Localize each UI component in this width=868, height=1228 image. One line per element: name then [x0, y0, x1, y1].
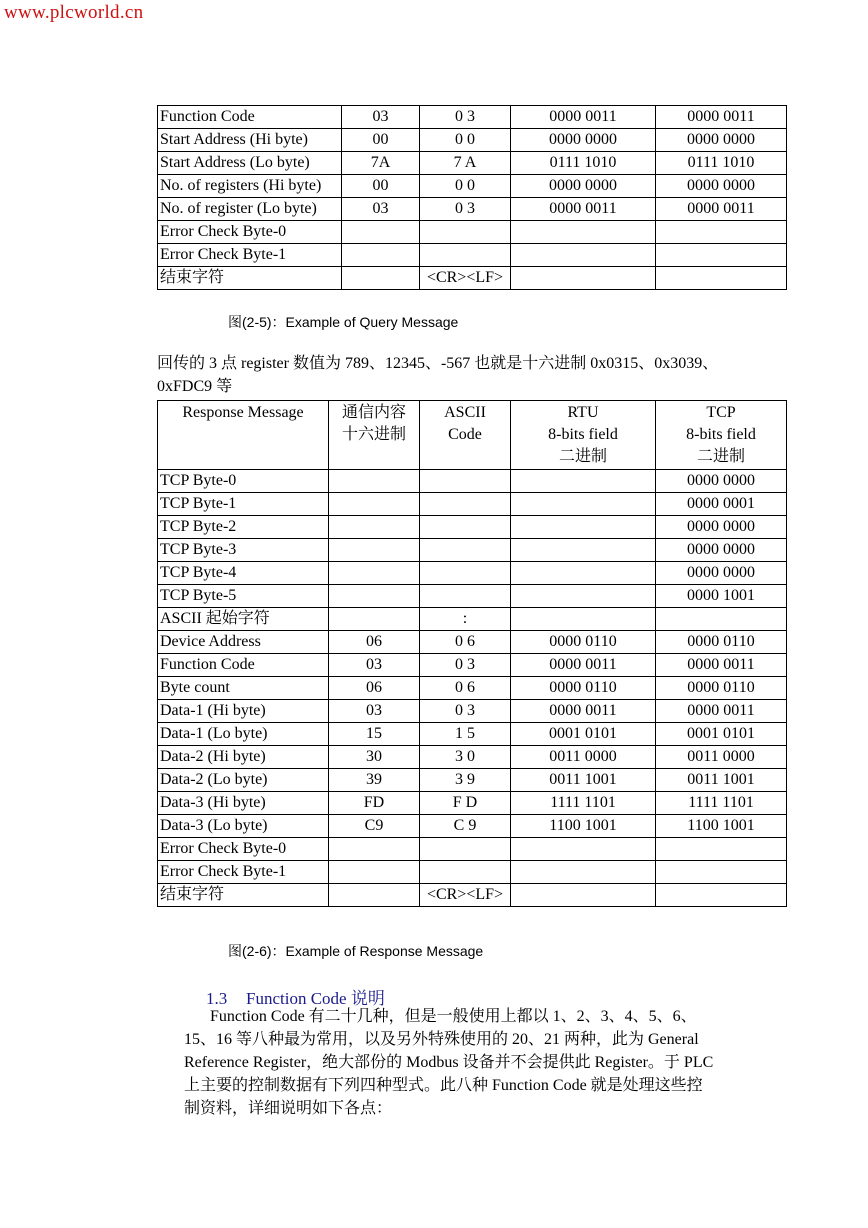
table-cell: 03	[342, 106, 420, 129]
table-row	[158, 562, 787, 585]
table-cell: 1100 1001	[511, 815, 656, 838]
row-label-cell: No. of register (Lo byte)	[158, 198, 342, 221]
row-label-cell: Function Code	[158, 654, 329, 677]
table-cell	[511, 470, 656, 493]
table-cell: 39	[329, 769, 420, 792]
row-label-cell: Data-3 (Lo byte)	[158, 815, 329, 838]
table-cell	[329, 585, 420, 608]
table-row	[158, 198, 787, 221]
table-cell	[329, 516, 420, 539]
table-cell: 0000 0011	[656, 198, 787, 221]
table-cell: 0 3	[420, 700, 511, 723]
table-cell	[329, 861, 420, 884]
table-cell	[511, 267, 656, 290]
table-cell	[656, 244, 787, 267]
table-cell: 0 0	[420, 129, 511, 152]
table-cell: 7 A	[420, 152, 511, 175]
table-cell	[420, 585, 511, 608]
table-cell: 0000 0001	[656, 493, 787, 516]
table-cell	[329, 562, 420, 585]
section-line-2: 15、16 等八种最为常用，以及另外特殊使用的 20、21 两种，此为 General	[184, 1031, 699, 1048]
header-hex-content: 通信内容 十六进制	[329, 401, 420, 470]
table-cell	[511, 539, 656, 562]
section-title: Function Code 说明	[246, 989, 385, 1008]
table-cell	[656, 861, 787, 884]
table-cell: 3 0	[420, 746, 511, 769]
table-row	[158, 175, 787, 198]
table-cell: 0000 0011	[511, 198, 656, 221]
row-label-cell: Data-2 (Hi byte)	[158, 746, 329, 769]
table-cell	[420, 470, 511, 493]
table-cell: 03	[329, 700, 420, 723]
table-cell: 0001 0101	[511, 723, 656, 746]
table-row	[158, 129, 787, 152]
table-cell: 0000 0000	[656, 129, 787, 152]
row-label-cell: Data-3 (Hi byte)	[158, 792, 329, 815]
header-response-message: Response Message	[158, 401, 329, 470]
row-label-cell: TCP Byte-5	[158, 585, 329, 608]
header-ascii-code: ASCII Code	[420, 401, 511, 470]
table-cell	[511, 861, 656, 884]
table-row	[158, 539, 787, 562]
table-cell: 00	[342, 129, 420, 152]
table-row	[158, 700, 787, 723]
table-cell: 0 6	[420, 677, 511, 700]
table-cell: 7A	[342, 152, 420, 175]
table-cell	[511, 838, 656, 861]
table-cell	[342, 221, 420, 244]
table-row	[158, 723, 787, 746]
table-cell	[342, 244, 420, 267]
table-cell: 0001 0101	[656, 723, 787, 746]
table-row	[158, 861, 787, 884]
table-cell	[329, 470, 420, 493]
table-cell: 00	[342, 175, 420, 198]
response-message-table	[157, 400, 787, 907]
table-header-row	[158, 401, 787, 470]
table-cell: 0 3	[420, 198, 511, 221]
table-cell: 0000 0110	[511, 677, 656, 700]
table-cell: 0000 0110	[656, 631, 787, 654]
table-cell	[329, 884, 420, 907]
table-cell: 0000 0000	[656, 539, 787, 562]
row-label-cell: Data-1 (Hi byte)	[158, 700, 329, 723]
row-label-cell: Start Address (Lo byte)	[158, 152, 342, 175]
table-cell: 0 6	[420, 631, 511, 654]
row-label-cell: TCP Byte-0	[158, 470, 329, 493]
table-cell: 0011 1001	[656, 769, 787, 792]
row-label-cell: Function Code	[158, 106, 342, 129]
table-cell	[329, 539, 420, 562]
table-cell	[420, 838, 511, 861]
table-cell: 0 0	[420, 175, 511, 198]
table-row	[158, 746, 787, 769]
query-message-table-body	[158, 106, 787, 290]
row-label-cell: Device Address	[158, 631, 329, 654]
table-cell: 0000 0110	[656, 677, 787, 700]
table-cell: 0000 0000	[511, 175, 656, 198]
table-cell: 0000 0110	[511, 631, 656, 654]
row-label-cell: Data-1 (Lo byte)	[158, 723, 329, 746]
table-cell: 0000 0000	[656, 175, 787, 198]
table-cell	[420, 493, 511, 516]
row-label-cell: Data-2 (Lo byte)	[158, 769, 329, 792]
query-caption: 图(2-5)：Example of Query Message	[228, 314, 459, 330]
table-cell	[420, 539, 511, 562]
row-label-cell: 结束字符	[158, 267, 342, 290]
table-row	[158, 792, 787, 815]
table-row	[158, 493, 787, 516]
table-cell	[420, 221, 511, 244]
intro-line-1: 回传的 3 点 register 数值为 789、12345、-567 也就是十六进制 0x0315、0x3039、	[157, 355, 719, 372]
table-cell	[656, 608, 787, 631]
table-cell: 0111 1010	[511, 152, 656, 175]
table-cell: 0000 0000	[511, 129, 656, 152]
section-line-3: Reference Register，绝大部份的 Modbus 设备并不会提供此 Register。于 PLC	[184, 1054, 714, 1071]
table-cell	[329, 493, 420, 516]
table-cell: 03	[329, 654, 420, 677]
table-row	[158, 106, 787, 129]
table-cell: <CR><LF>	[420, 884, 511, 907]
row-label-cell: TCP Byte-1	[158, 493, 329, 516]
row-label-cell: ASCII 起始字符	[158, 608, 329, 631]
table-cell: 15	[329, 723, 420, 746]
table-cell: F D	[420, 792, 511, 815]
table-cell: 0111 1010	[656, 152, 787, 175]
intro-line-2: 0xFDC9 等	[157, 378, 233, 395]
table-cell: 0000 0011	[656, 654, 787, 677]
table-row	[158, 516, 787, 539]
section-paragraph	[184, 1005, 713, 1120]
table-cell: 1100 1001	[656, 815, 787, 838]
table-cell: 1111 1101	[656, 792, 787, 815]
row-label-cell: Error Check Byte-0	[158, 221, 342, 244]
table-cell	[511, 493, 656, 516]
table-row	[158, 631, 787, 654]
table-cell: 1 5	[420, 723, 511, 746]
table-row	[158, 608, 787, 631]
table-row	[158, 884, 787, 907]
table-cell	[656, 838, 787, 861]
table-cell	[420, 861, 511, 884]
table-cell: 06	[329, 677, 420, 700]
table-cell: 0011 1001	[511, 769, 656, 792]
table-row	[158, 221, 787, 244]
table-cell	[511, 562, 656, 585]
table-cell: 0000 0000	[656, 470, 787, 493]
row-label-cell: Error Check Byte-0	[158, 838, 329, 861]
row-label-cell: TCP Byte-2	[158, 516, 329, 539]
table-cell	[511, 516, 656, 539]
header-rtu: RTU 8-bits field 二进制	[511, 401, 656, 470]
table-cell	[656, 267, 787, 290]
table-cell	[656, 884, 787, 907]
table-cell: 0000 0000	[656, 516, 787, 539]
table-cell: 30	[329, 746, 420, 769]
table-cell: 1111 1101	[511, 792, 656, 815]
table-row	[158, 677, 787, 700]
table-row	[158, 585, 787, 608]
table-cell: 0000 1001	[656, 585, 787, 608]
table-cell: 3 9	[420, 769, 511, 792]
table-cell: 0000 0011	[656, 700, 787, 723]
table-cell	[511, 585, 656, 608]
table-cell	[511, 884, 656, 907]
row-label-cell: TCP Byte-3	[158, 539, 329, 562]
table-row	[158, 267, 787, 290]
table-row	[158, 815, 787, 838]
table-cell: 0000 0000	[656, 562, 787, 585]
table-cell	[420, 244, 511, 267]
section-line-5: 制资料，详细说明如下各点：	[184, 1100, 393, 1117]
table-cell	[511, 221, 656, 244]
row-label-cell: Error Check Byte-1	[158, 861, 329, 884]
response-message-table-body	[158, 401, 787, 907]
table-cell	[420, 516, 511, 539]
query-message-table	[157, 105, 787, 290]
table-cell: 0000 0011	[511, 654, 656, 677]
table-cell: :	[420, 608, 511, 631]
table-cell: 0000 0011	[511, 700, 656, 723]
table-row	[158, 470, 787, 493]
table-row	[158, 654, 787, 677]
table-cell: 03	[342, 198, 420, 221]
table-row	[158, 152, 787, 175]
table-cell: 0 3	[420, 654, 511, 677]
row-label-cell: No. of registers (Hi byte)	[158, 175, 342, 198]
table-cell: 0011 0000	[656, 746, 787, 769]
response-caption: 图(2-6)：Example of Response Message	[228, 943, 484, 959]
row-label-cell: 结束字符	[158, 884, 329, 907]
section-line-1: Function Code 有二十几种，但是一般使用上都以 1、2、3、4、5、6、	[210, 1008, 697, 1025]
table-cell	[342, 267, 420, 290]
table-cell	[420, 562, 511, 585]
table-cell: C9	[329, 815, 420, 838]
table-row	[158, 769, 787, 792]
table-cell: C 9	[420, 815, 511, 838]
row-label-cell: Error Check Byte-1	[158, 244, 342, 267]
table-row	[158, 838, 787, 861]
table-cell: 0000 0011	[656, 106, 787, 129]
table-cell: 06	[329, 631, 420, 654]
table-row	[158, 244, 787, 267]
table-cell	[511, 608, 656, 631]
table-cell	[656, 221, 787, 244]
section-number: 1.3	[206, 989, 228, 1008]
section-line-4: 上主要的控制数据有下列四种型式。此八种 Function Code 就是处理这些控	[184, 1077, 703, 1094]
table-cell	[511, 244, 656, 267]
table-cell: FD	[329, 792, 420, 815]
header-tcp: TCP 8-bits field 二进制	[656, 401, 787, 470]
table-cell	[329, 838, 420, 861]
row-label-cell: TCP Byte-4	[158, 562, 329, 585]
table-cell: 0011 0000	[511, 746, 656, 769]
table-cell: 0 3	[420, 106, 511, 129]
watermark: www.plcworld.cn	[4, 2, 144, 23]
table-cell: 0000 0011	[511, 106, 656, 129]
table-cell	[329, 608, 420, 631]
intro-paragraph	[157, 352, 718, 398]
row-label-cell: Start Address (Hi byte)	[158, 129, 342, 152]
row-label-cell: Byte count	[158, 677, 329, 700]
table-cell: <CR><LF>	[420, 267, 511, 290]
